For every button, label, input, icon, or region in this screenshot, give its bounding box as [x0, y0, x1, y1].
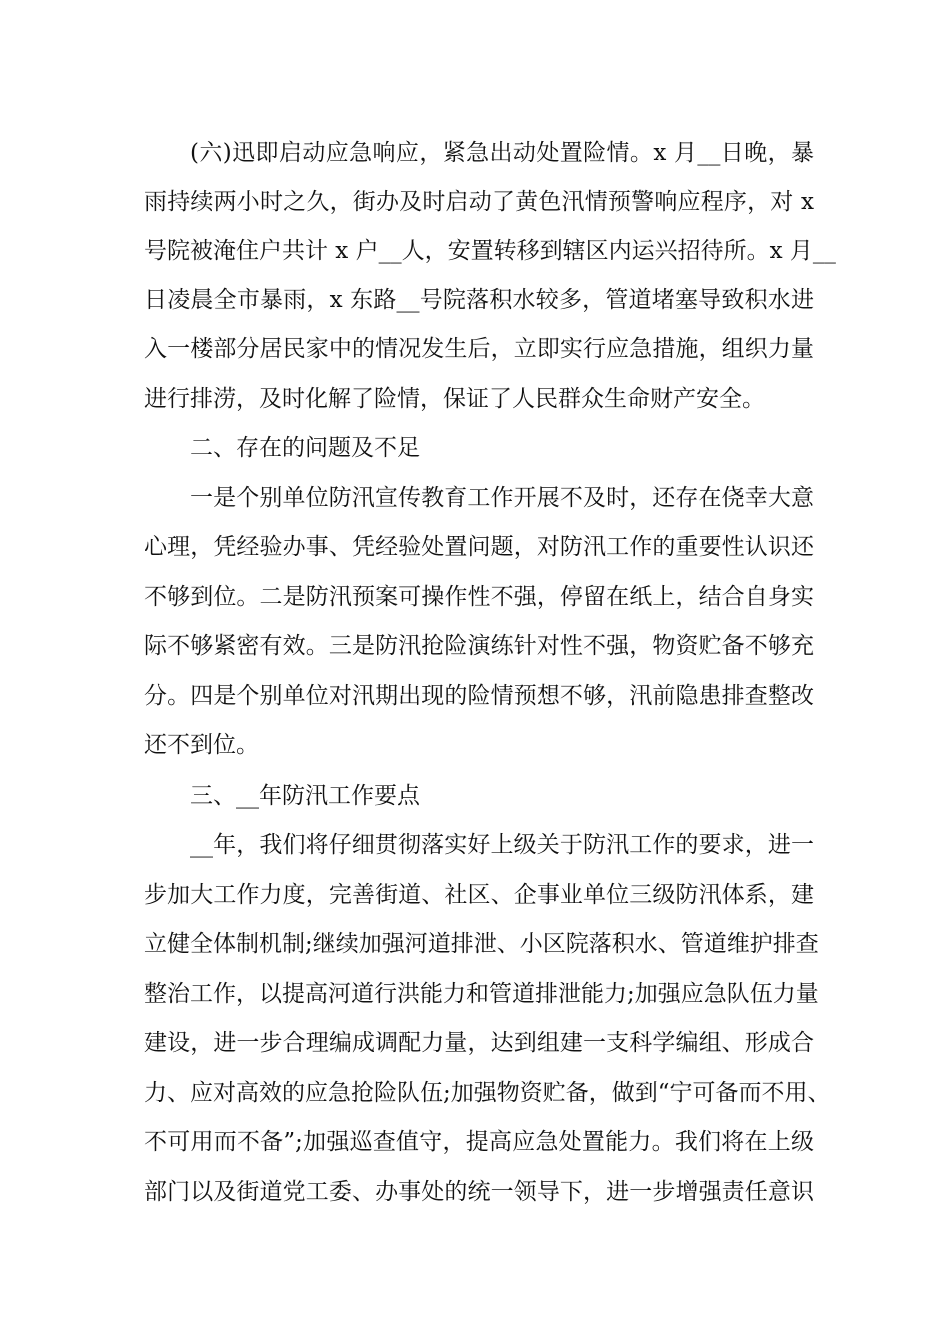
- paragraph-1-line-2: 雨持续两小时之久，街办及时启动了黄色汛情预警响应程序，对 x: [144, 189, 814, 215]
- paragraph-2-line-3: 不够到位。二是防汛预案可操作性不强，停留在纸上，结合自身实: [144, 584, 814, 610]
- section-heading-problems: 二、存在的问题及不足: [190, 435, 420, 461]
- paragraph-3-line-1: __年，我们将仔细贯彻落实好上级关于防汛工作的要求，进一: [190, 832, 814, 858]
- paragraph-1-line-1: (六)迅即启动应急响应，紧急出动处置险情。x 月__日晚，暴: [190, 140, 814, 166]
- paragraph-3-line-8: 部门以及街道党工委、办事处的统一领导下，进一步增强责任意识: [144, 1179, 814, 1205]
- paragraph-3-line-3: 立健全体制机制;继续加强河道排泄、小区院落积水、管道维护排查: [144, 931, 819, 957]
- paragraph-2-line-4: 际不够紧密有效。三是防汛抢险演练针对性不强，物资贮备不够充: [144, 633, 814, 659]
- paragraph-1-line-5: 入一楼部分居民家中的情况发生后，立即实行应急措施，组织力量: [144, 336, 814, 362]
- paragraph-3-line-5: 建设，进一步合理编成调配力量，达到组建一支科学编组、形成合: [144, 1030, 814, 1056]
- paragraph-2-line-1: 一是个别单位防汛宣传教育工作开展不及时，还存在侥幸大意: [190, 485, 814, 511]
- paragraph-2-line-5: 分。四是个别单位对汛期出现的险情预想不够，汛前隐患排查整改: [144, 683, 814, 709]
- paragraph-3-line-2: 步加大工作力度，完善街道、社区、企事业单位三级防汛体系，建: [144, 882, 814, 908]
- paragraph-1-line-4: 日凌晨全市暴雨，x 东路__号院落积水较多，管道堵塞导致积水进: [144, 287, 814, 313]
- paragraph-1-line-3: 号院被淹住户共计 x 户__人，安置转移到辖区内运兴招待所。x 月__: [144, 238, 836, 264]
- paragraph-2-line-2: 心理，凭经验办事、凭经验处置问题，对防汛工作的重要性认识还: [144, 534, 814, 560]
- section-heading-work-points: 三、__年防汛工作要点: [190, 783, 420, 809]
- paragraph-1-line-6: 进行排涝，及时化解了险情，保证了人民群众生命财产安全。: [144, 386, 765, 412]
- paragraph-3-line-4: 整治工作，以提高河道行洪能力和管道排泄能力;加强应急队伍力量: [144, 981, 819, 1007]
- paragraph-2-line-6: 还不到位。: [144, 732, 259, 758]
- paragraph-3-line-6: 力、应对高效的应急抢险队伍;加强物资贮备，做到“宁可备而不用、: [144, 1080, 831, 1106]
- paragraph-3-line-7: 不可用而不备”;加强巡查值守，提高应急处置能力。我们将在上级: [144, 1129, 814, 1155]
